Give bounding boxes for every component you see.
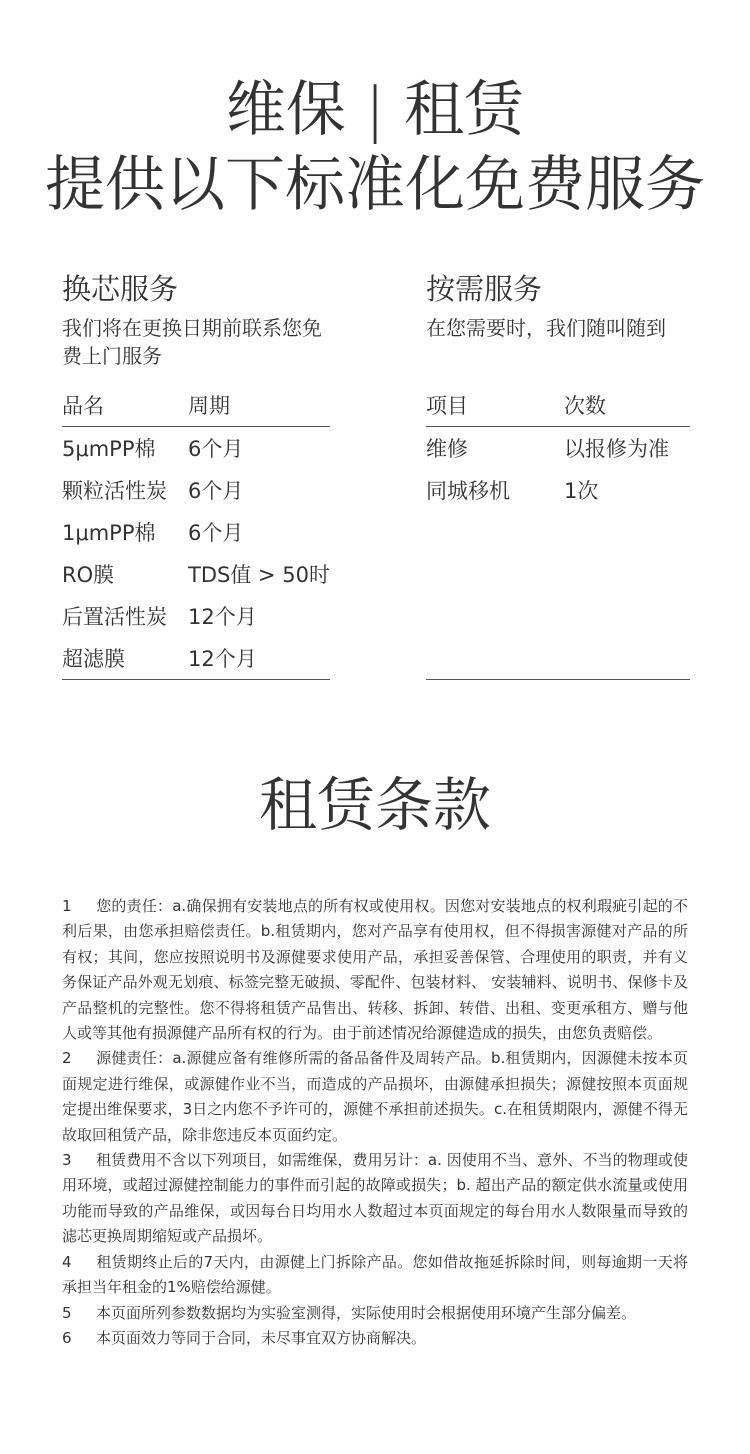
on-demand-table — [426, 384, 690, 680]
filter-service-title: 换芯服务 — [62, 272, 179, 306]
hero-title-line2: 提供以下标准化免费服务 — [45, 150, 705, 220]
terms-item-text: 本页面所列参数数据均为实验室测得，实际使用时会根据使用环境产生部分偏差。 — [96, 1303, 637, 1322]
table-row — [426, 427, 690, 470]
table-row — [62, 427, 330, 470]
table-row — [426, 469, 690, 511]
hero-heading — [0, 72, 750, 222]
header-product-name: 品名 — [62, 384, 188, 427]
cell-cycle: TDS值 > 50时 — [188, 563, 330, 587]
table-row — [62, 595, 330, 637]
cell-name: 颗粒活性炭 — [62, 479, 167, 503]
terms-item-text: 租赁费用不含以下列项目，如需维保，费用另计：a. 因使用不当、意外、不当的物理或使用环境，或超过源健控制能力的事件而引起的故障或损失；b. 超出产品的额定供水流量或使用功能而导致的产品维保，或因每台日均用水人数超过本页面规定的每台用水人数限量而导致的滤芯更换周期缩短或产品损坏。 — [62, 1151, 688, 1246]
cell-cycle: 6个月 — [188, 437, 244, 461]
cell-cycle: 6个月 — [188, 479, 244, 503]
terms-item-text: 租赁期终止后的7天内，由源健上门拆除产品。您如借故拖延拆除时间，则每逾期一天将承担当年租金的1%赔偿给源健。 — [62, 1252, 688, 1297]
cell-name: 1μmPP棉 — [62, 521, 156, 545]
terms-item — [62, 1301, 688, 1326]
hero-title-line1: 维保 | 租赁 — [225, 75, 525, 145]
terms-item-number: 3 — [62, 1151, 72, 1170]
on-demand-service-desc: 在您需要时，我们随叫随到 — [426, 316, 666, 340]
terms-item-text: 源健责任：a.源健应备有维修所需的备品备件及周转产品。b.租赁期内，因源健未按本页面规定进行维保，或源健作业不当，而造成的产品损坏，由源健承担损失；源健按照本页面规定提出维保要求，3日之内您不予许可的，源健不承担前述损失。c.在租赁期限内，源健不得无故取回租赁产品，除非您违反本页面约定。 — [62, 1049, 688, 1144]
cell-item: 维修 — [426, 437, 468, 461]
terms-item-number: 4 — [62, 1252, 72, 1271]
on-demand-service-title: 按需服务 — [426, 272, 543, 306]
terms-item — [62, 1148, 688, 1250]
cell-count: 以报修为准 — [564, 437, 669, 461]
terms-item-number: 2 — [62, 1049, 72, 1068]
header-cycle: 周期 — [188, 384, 330, 427]
table-spacer-row — [426, 595, 690, 637]
cell-name: 超滤膜 — [62, 637, 188, 680]
filter-service-desc: 我们将在更换日期前联系您免费上门服务 — [62, 316, 322, 368]
table-row — [62, 469, 330, 511]
filter-service-section — [62, 268, 330, 680]
terms-item-number: 5 — [62, 1303, 72, 1322]
cell-cycle: 12个月 — [188, 637, 330, 680]
cell-name: 5μmPP棉 — [62, 437, 156, 461]
terms-item-number: 6 — [62, 1328, 72, 1347]
terms-item — [62, 1250, 688, 1301]
cell-count: 1次 — [564, 479, 599, 503]
header-item: 项目 — [426, 384, 564, 427]
terms-item-text: 您的责任：a.确保拥有安装地点的所有权或使用权。因您对安装地点的权利瑕疵引起的不利后果，由您承担赔偿责任。b.租赁期内，您对产品享有使用权，但不得损害源健对产品的所有权；其间，您应按照说明书及源健要求使用产品，承担妥善保管、合理使用的职责，并有义务保证产品外观无划痕、标签完整无破损、零配件、包装材料、 安装辅料、说明书、保修卡及产品整机的完整性。您不得将租赁产品售出、转移、拆卸、转借、出租、变更承租方、赠与他人或等其他有损源健产品所有权的行为。由于前述情况给源健造成的损失，由您负责赔偿。 — [62, 897, 688, 1043]
table-spacer-row — [426, 511, 690, 553]
table-spacer-row — [426, 637, 690, 680]
terms-item — [62, 1326, 688, 1351]
table-header-row — [426, 384, 690, 427]
cell-item: 同城移机 — [426, 479, 510, 503]
terms-item-number: 1 — [62, 897, 72, 915]
terms-item — [62, 894, 688, 1046]
table-header-row — [62, 384, 330, 427]
table-row — [62, 637, 330, 680]
terms-title: 租赁条款 — [258, 771, 491, 839]
terms-item-text: 本页面效力等同于合同，未尽事宜双方协商解决。 — [96, 1328, 427, 1347]
terms-list — [62, 894, 688, 1351]
terms-item — [62, 1046, 688, 1148]
cell-name: RO膜 — [62, 563, 115, 587]
cell-cycle: 6个月 — [188, 521, 244, 545]
cell-cycle: 12个月 — [188, 605, 257, 629]
cell-name: 后置活性炭 — [62, 605, 167, 629]
header-count: 次数 — [564, 384, 690, 427]
table-spacer-row — [426, 553, 690, 595]
filter-schedule-table — [62, 384, 330, 680]
table-row — [62, 511, 330, 553]
table-row — [62, 553, 330, 595]
on-demand-service-section — [426, 268, 690, 680]
